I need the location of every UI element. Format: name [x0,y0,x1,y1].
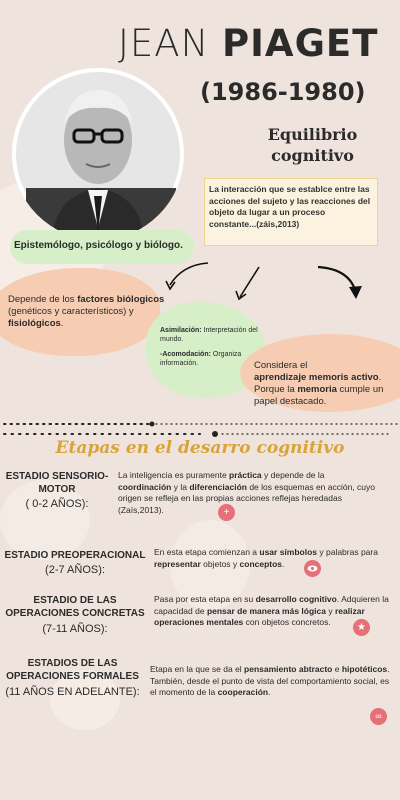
portrait-photo [12,68,184,240]
stage-concrete-title: ESTADIO DE LAS OPERACIONES CONCRETAS (7-11 AÑOS): [5,595,145,635]
page-title [118,24,378,64]
assimilation-text: Asimilación: Interpretación del mundo. -Acomodación: Organiza información. [160,327,258,367]
plus-icon[interactable]: + [218,504,235,521]
stage-formal-title: ESTADIOS DE LAS OPERACIONES FORMALES (11 AÑOS EN ADELANTE): [5,658,140,698]
stage-concrete-text: Pasa por esta etapa en su desarrollo cognitivo. Adquieren la capacidad de pensar de manera más lógica y realizar operaciones mentales con objetos concretos. [154,594,389,627]
arrow-left [170,263,208,285]
factors-text: Depende de los factores biólogicos (genéticos y característicos) y fisiológicos. [8,294,165,329]
stage-preoperational-text: En esta etapa comienzan a usar símbolos y palabras para representar objetos y conceptos. [154,547,378,569]
profession-text: Epistemólogo, psicólogo y biólogo. [14,240,183,251]
stage-preoperational-title: ESTADIO PREOPERACIONAL (2-7 AÑOS): [4,550,146,576]
equilibrium-title: Equilibrio cognitivo [267,125,358,165]
stage-sensorimotor-title: ESTADIO SENSORIO-MOTOR ( 0-2 AÑOS): [5,471,109,510]
section-title: Etapas en el desarro cognitivo [55,438,345,458]
arrow-middle [240,267,259,297]
portrait-illustration [12,68,184,240]
stage-formal-text: Etapa en la que se da el pensamiento abtracto e hipotéticos. También, desde el punto de vista del comportamiento social, es el momento de la cooperación. [150,664,390,697]
equilibrium-box [204,178,378,246]
learning-text: Considera el aprendizaje memoris activo. Porque la memoria cumple un papel destacado. [254,360,384,407]
link-icon[interactable]: ∞ [370,708,387,725]
years: (1986-1980) [200,78,366,106]
title-last-name: PIAGET [222,22,379,65]
star-icon[interactable]: ★ [353,619,370,636]
equilibrium-text: La interacción que se establce entre las acciones del sujeto y las reacciones del objeto da lugar a un proceso constante...(záis,2013) [209,184,371,229]
eye-icon[interactable] [304,560,321,577]
stage-sensorimotor-text: La inteligencia es puramente práctica y depende de la coordinación y la diferenciación de los esquemas en acción, cuyo origen se refleja en las propias acciones reflejas heredadas (Zaís,2013). [118,470,376,515]
title-first-name: JEAN [118,22,210,65]
